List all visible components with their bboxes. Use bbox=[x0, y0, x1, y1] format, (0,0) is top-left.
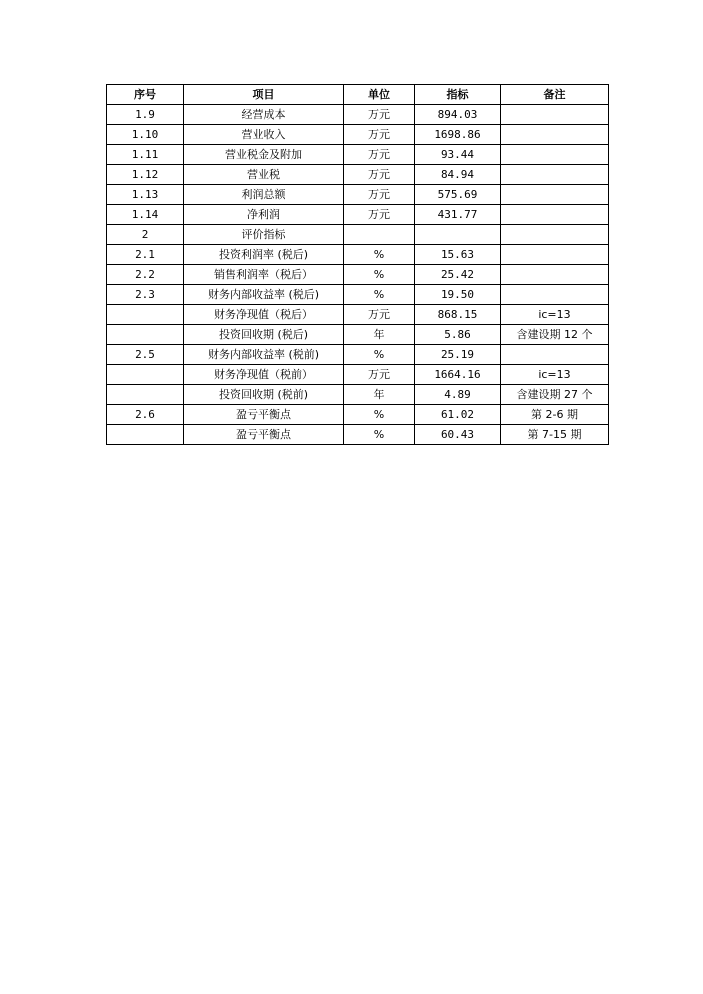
row-index: 2.2 bbox=[107, 265, 184, 285]
row-unit: 万元 bbox=[344, 205, 415, 225]
row-note bbox=[501, 165, 609, 185]
table-row bbox=[107, 205, 609, 225]
row-index: 2.1 bbox=[107, 245, 184, 265]
row-item: 利润总额 bbox=[184, 185, 344, 205]
row-value: 1698.86 bbox=[415, 125, 501, 145]
row-index bbox=[107, 365, 184, 385]
row-item: 财务净现值（税前） bbox=[184, 365, 344, 385]
row-value: 61.02 bbox=[415, 405, 501, 425]
row-note bbox=[501, 245, 609, 265]
row-unit: 万元 bbox=[344, 125, 415, 145]
row-unit: 万元 bbox=[344, 145, 415, 165]
row-value: 60.43 bbox=[415, 425, 501, 445]
row-value: 19.50 bbox=[415, 285, 501, 305]
row-unit: % bbox=[344, 265, 415, 285]
table-row bbox=[107, 225, 609, 245]
table-row bbox=[107, 105, 609, 125]
row-note bbox=[501, 125, 609, 145]
row-value: 4.89 bbox=[415, 385, 501, 405]
row-index: 2 bbox=[107, 225, 184, 245]
row-item: 财务内部收益率 (税前) bbox=[184, 345, 344, 365]
row-item: 财务内部收益率 (税后) bbox=[184, 285, 344, 305]
row-index: 1.11 bbox=[107, 145, 184, 165]
row-unit: % bbox=[344, 345, 415, 365]
row-value bbox=[415, 225, 501, 245]
row-item: 财务净现值（税后） bbox=[184, 305, 344, 325]
table-row bbox=[107, 165, 609, 185]
row-note: ic=13 bbox=[501, 305, 609, 325]
row-note bbox=[501, 225, 609, 245]
row-unit: 万元 bbox=[344, 185, 415, 205]
row-value: 15.63 bbox=[415, 245, 501, 265]
table-row bbox=[107, 185, 609, 205]
row-note: ic=13 bbox=[501, 365, 609, 385]
table-row bbox=[107, 405, 609, 425]
row-unit: 万元 bbox=[344, 365, 415, 385]
row-index: 1.9 bbox=[107, 105, 184, 125]
row-note bbox=[501, 145, 609, 165]
header-value: 指标 bbox=[415, 85, 501, 105]
row-index: 1.14 bbox=[107, 205, 184, 225]
row-value: 1664.16 bbox=[415, 365, 501, 385]
table-row bbox=[107, 265, 609, 285]
row-value: 431.77 bbox=[415, 205, 501, 225]
row-item: 营业税 bbox=[184, 165, 344, 185]
row-index: 1.12 bbox=[107, 165, 184, 185]
row-note bbox=[501, 185, 609, 205]
row-index bbox=[107, 305, 184, 325]
row-index: 2.6 bbox=[107, 405, 184, 425]
row-index bbox=[107, 385, 184, 405]
header-row bbox=[107, 85, 609, 105]
row-item: 营业收入 bbox=[184, 125, 344, 145]
table-row bbox=[107, 325, 609, 345]
row-index bbox=[107, 325, 184, 345]
row-unit: % bbox=[344, 425, 415, 445]
table-row bbox=[107, 145, 609, 165]
row-item: 盈亏平衡点 bbox=[184, 425, 344, 445]
row-unit: % bbox=[344, 405, 415, 425]
table-row bbox=[107, 285, 609, 305]
row-item: 评价指标 bbox=[184, 225, 344, 245]
row-note bbox=[501, 105, 609, 125]
row-note bbox=[501, 265, 609, 285]
row-unit: % bbox=[344, 245, 415, 265]
table-row bbox=[107, 425, 609, 445]
row-item: 净利润 bbox=[184, 205, 344, 225]
row-item: 投资回收期 (税前) bbox=[184, 385, 344, 405]
row-note: 含建设期 27 个 bbox=[501, 385, 609, 405]
row-value: 84.94 bbox=[415, 165, 501, 185]
row-index: 1.10 bbox=[107, 125, 184, 145]
row-note: 含建设期 12 个 bbox=[501, 325, 609, 345]
row-unit: % bbox=[344, 285, 415, 305]
row-item: 盈亏平衡点 bbox=[184, 405, 344, 425]
table-row bbox=[107, 345, 609, 365]
table-row bbox=[107, 385, 609, 405]
table-row bbox=[107, 365, 609, 385]
header-note: 备注 bbox=[501, 85, 609, 105]
row-item: 经营成本 bbox=[184, 105, 344, 125]
row-value: 575.69 bbox=[415, 185, 501, 205]
row-unit: 年 bbox=[344, 325, 415, 345]
header-index: 序号 bbox=[107, 85, 184, 105]
row-value: 93.44 bbox=[415, 145, 501, 165]
row-item: 投资利润率 (税后) bbox=[184, 245, 344, 265]
table-row bbox=[107, 305, 609, 325]
row-note: 第 2-6 期 bbox=[501, 405, 609, 425]
row-item: 投资回收期 (税后) bbox=[184, 325, 344, 345]
row-index bbox=[107, 425, 184, 445]
row-value: 894.03 bbox=[415, 105, 501, 125]
row-item: 销售利润率（税后） bbox=[184, 265, 344, 285]
row-unit: 万元 bbox=[344, 165, 415, 185]
row-index: 2.3 bbox=[107, 285, 184, 305]
header-unit: 单位 bbox=[344, 85, 415, 105]
row-value: 868.15 bbox=[415, 305, 501, 325]
row-note bbox=[501, 345, 609, 365]
row-value: 25.42 bbox=[415, 265, 501, 285]
row-note bbox=[501, 285, 609, 305]
financial-indicators-table bbox=[106, 84, 609, 445]
table-row bbox=[107, 125, 609, 145]
row-item: 营业税金及附加 bbox=[184, 145, 344, 165]
row-value: 25.19 bbox=[415, 345, 501, 365]
row-note: 第 7-15 期 bbox=[501, 425, 609, 445]
row-unit: 万元 bbox=[344, 305, 415, 325]
row-index: 2.5 bbox=[107, 345, 184, 365]
row-unit bbox=[344, 225, 415, 245]
header-item: 项目 bbox=[184, 85, 344, 105]
row-unit: 万元 bbox=[344, 105, 415, 125]
table-row bbox=[107, 245, 609, 265]
row-value: 5.86 bbox=[415, 325, 501, 345]
row-note bbox=[501, 205, 609, 225]
row-index: 1.13 bbox=[107, 185, 184, 205]
row-unit: 年 bbox=[344, 385, 415, 405]
